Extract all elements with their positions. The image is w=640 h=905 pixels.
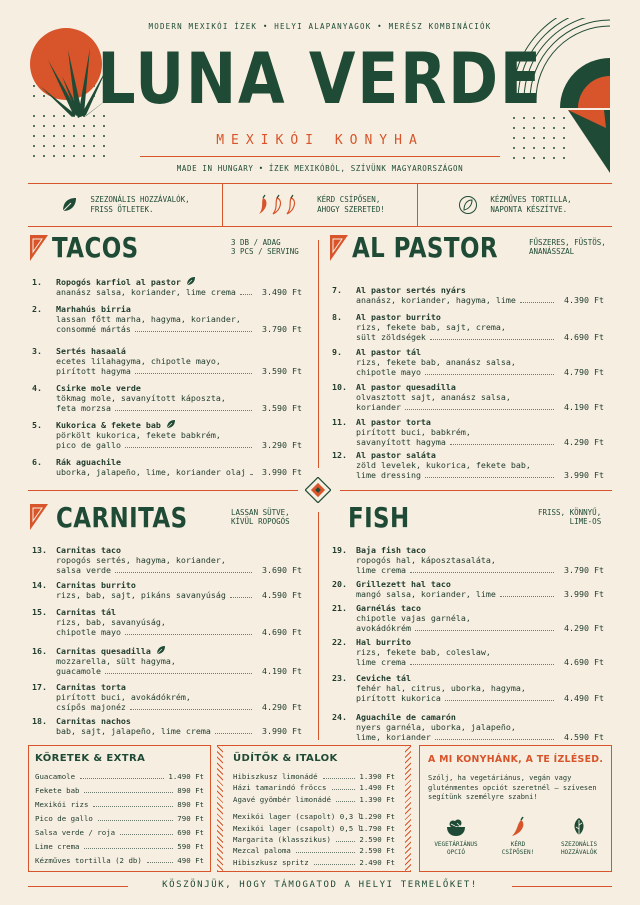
feature-line: FRISS ÖTLETEK. xyxy=(90,205,154,214)
row-name: Margarita (klasszikus) xyxy=(233,835,331,844)
item-name: Carnitas burrito xyxy=(56,580,136,590)
row-price: 2.590 Ft xyxy=(359,835,395,844)
promo-text xyxy=(428,774,597,803)
section-title-al-pastor: AL PASTOR xyxy=(352,231,498,264)
item-number: 10. xyxy=(332,382,347,392)
dot-leader xyxy=(135,331,252,332)
menu-item xyxy=(32,607,302,637)
carnitas-corner-triangle xyxy=(30,504,48,530)
menu-item xyxy=(332,673,604,703)
item-description: ananász, koriander, hagyma, lime xyxy=(356,295,516,305)
menu-item xyxy=(32,580,302,600)
leaf-icon xyxy=(568,816,590,838)
feature-line: SZEZONÁLIS HOZZÁVALÓK, xyxy=(90,195,190,204)
dot-leader xyxy=(240,294,252,295)
row-name: Salsa verde / roja xyxy=(35,828,116,837)
dot-leader xyxy=(445,700,554,701)
feature-line: KÉRD CSÍPŐSEN, xyxy=(317,195,381,204)
item-description: bab, sajt, jalapeño, lime crema xyxy=(56,726,211,736)
item-price: 3.290 Ft xyxy=(262,440,302,450)
item-number: 11. xyxy=(332,417,347,427)
row-price: 1.790 Ft xyxy=(359,823,395,833)
row-price: 690 Ft xyxy=(177,828,204,837)
section-title-fish: FISH xyxy=(348,501,410,534)
footer-thanks: KÖSZÖNJÜK, HOGY TÁMOGATOD A HELYI TERMELŐKET! xyxy=(162,880,478,890)
item-description: zöld levelek, kukorica, fekete bab, lime dressing xyxy=(356,460,531,480)
feature-line: NAPONTA KÉSZÍTVE. xyxy=(490,205,568,214)
item-price: 3.490 Ft xyxy=(262,287,302,297)
dot-leader xyxy=(98,820,174,821)
price-row xyxy=(233,824,395,834)
price-row xyxy=(35,828,204,838)
dot-leader xyxy=(430,339,554,340)
row-name: Pico de gallo xyxy=(35,814,93,823)
dot-leader xyxy=(105,673,252,674)
extras-title: KÖRETEK & EXTRA xyxy=(35,753,146,764)
row-price: 1.490 Ft xyxy=(359,783,395,793)
item-price: 4.590 Ft xyxy=(262,590,302,600)
chili-pepper-icon xyxy=(507,816,529,838)
item-number: 7. xyxy=(332,285,342,295)
item-price: 3.790 Ft xyxy=(262,324,302,334)
icon-label: KÉRD xyxy=(510,841,526,848)
promo-spicy xyxy=(490,816,546,857)
icon-label: SZEZONÁLIS xyxy=(560,841,598,848)
item-name: Baja fish taco xyxy=(356,545,426,555)
section-note-fish xyxy=(538,508,601,526)
drinks-title: ÜDÍTŐK & ITALOK xyxy=(233,753,338,764)
made-in-hungary-line: MADE IN HUNGARY • ÍZEK MEXIKÓBÓL, SZÍVÜNK MAGYARORSZÁGON xyxy=(176,164,464,173)
item-name: Al pastor tál xyxy=(356,347,421,357)
menu-item xyxy=(332,545,604,575)
item-name: Carnitas tál xyxy=(56,607,116,617)
dot-leader xyxy=(115,572,252,573)
note-line: FRISS, KÖNNYŰ, xyxy=(538,508,602,517)
dot-leader xyxy=(125,634,252,635)
row-price: 1.390 Ft xyxy=(359,794,395,804)
row-name: Házi tamarindó fröccs xyxy=(233,783,327,793)
item-name: Al pastor torta xyxy=(356,417,431,427)
item-price: 4.590 Ft xyxy=(564,732,604,742)
item-price: 3.590 Ft xyxy=(262,403,302,413)
dot-leader xyxy=(435,739,554,740)
menu-item xyxy=(332,312,604,342)
item-name: Kukorica & fekete bab xyxy=(56,420,161,430)
icon-label: CSÍPŐSEN! xyxy=(501,849,535,856)
menu-item xyxy=(332,603,604,633)
sides-extras-box xyxy=(28,745,211,872)
note-line: LASSAN SÜTVE, xyxy=(231,508,290,517)
item-name: Al pastor burrito xyxy=(356,312,441,322)
item-price: 3.690 Ft xyxy=(262,565,302,575)
item-number: 18. xyxy=(32,716,47,726)
item-description: mozzarella, sült hagyma, guacamole xyxy=(56,656,176,676)
item-name: Grillezett hal taco xyxy=(356,579,451,589)
menu-item xyxy=(32,682,302,712)
note-line: ANANÁSSZAL xyxy=(529,247,575,256)
dot-leader xyxy=(147,862,173,863)
dot-leader xyxy=(336,801,355,802)
item-description: tökmag mole, savanyított káposzta, feta morzsa xyxy=(56,393,226,413)
dot-leader xyxy=(84,792,173,793)
item-price: 3.990 Ft xyxy=(564,589,604,599)
menu-item xyxy=(32,545,302,575)
dot-leader xyxy=(500,596,554,597)
item-price: 3.990 Ft xyxy=(262,726,302,736)
icon-label: OPCIÓ xyxy=(446,849,466,856)
item-name: Ropogós karfiol al pastor xyxy=(56,277,181,287)
dot-leader xyxy=(450,444,554,445)
price-row xyxy=(233,846,395,856)
tagline: MODERN MEXIKÓI ÍZEK • HELYI ALAPANYAGOK • MERÉSZ KOMBINÁCIÓK xyxy=(148,22,492,31)
item-price: 4.290 Ft xyxy=(564,437,604,447)
price-row xyxy=(35,786,204,796)
item-name: Sertés hasaalá xyxy=(56,346,126,356)
feature-line: KÉZMŰVES TORTILLA, xyxy=(490,195,572,204)
item-name: Al pastor quesadilla xyxy=(356,382,456,392)
note-line: FŰSZERES, FÜSTÖS, xyxy=(529,238,606,247)
menu-item xyxy=(32,646,302,676)
drinks-box xyxy=(217,745,411,872)
item-name: Carnitas nachos xyxy=(56,716,131,726)
vegetarian-leaf-icon xyxy=(156,645,166,655)
dot-leader xyxy=(314,864,356,865)
dot-leader xyxy=(215,733,252,734)
item-description: ananász salsa, koriander, lime crema xyxy=(56,287,236,297)
item-number: 12. xyxy=(332,450,347,460)
item-name: Marhahús birria xyxy=(56,304,131,314)
menu-item xyxy=(332,382,604,412)
icon-label: HOZZÁVALÓK xyxy=(560,849,598,856)
section-note-al-pastor xyxy=(529,238,606,256)
dot-leader xyxy=(323,778,356,779)
item-name: Al pastor saláta xyxy=(356,450,436,460)
item-name: Csirke mole verde xyxy=(56,383,141,393)
item-name: Carnitas quesadilla xyxy=(56,646,151,656)
item-name: Rák aguachile xyxy=(56,457,121,467)
al-pastor-corner-triangle xyxy=(330,235,348,261)
item-description: mangó salsa, koriander, lime xyxy=(356,589,496,599)
price-row xyxy=(35,842,204,852)
item-description: chipotle vajas garnéla, avokádókrém xyxy=(356,613,471,633)
price-row xyxy=(35,772,204,782)
promo-line: gluténmentes opciót szeretnél – szívesen xyxy=(428,783,597,792)
item-number: 24. xyxy=(332,712,347,722)
item-price: 3.590 Ft xyxy=(262,366,302,376)
row-price: 2.490 Ft xyxy=(359,857,395,867)
item-number: 22. xyxy=(332,637,347,647)
item-description: pirított buci, babkrém, savanyított hagyma xyxy=(356,427,471,447)
restaurant-subtitle: MEXIKÓI KONYHA xyxy=(216,133,424,148)
row-name: Mexikói rizs xyxy=(35,800,89,809)
promo-title: A MI KONYHÁNK, A TE ÍZLÉSED. xyxy=(428,754,604,765)
vegetarian-leaf-icon xyxy=(186,276,196,286)
item-description: nyers garnéla, uborka, jalapeño, lime, koriander xyxy=(356,722,516,742)
price-row xyxy=(35,800,204,810)
item-name: Carnitas torta xyxy=(56,682,126,692)
item-price: 3.990 Ft xyxy=(262,467,302,477)
dot-leader xyxy=(80,778,165,779)
item-name: Al pastor sertés nyárs xyxy=(356,285,466,295)
menu-item xyxy=(332,285,604,305)
menu-item xyxy=(32,304,302,334)
item-description: olvasztott sajt, ananász salsa, koriander xyxy=(356,392,511,412)
dot-leader xyxy=(332,789,356,790)
feature-spicy xyxy=(222,184,417,226)
item-description: rizs, fekete bab, coleslaw, lime crema xyxy=(356,647,491,667)
row-price: 1.290 Ft xyxy=(359,812,395,822)
note-line: 3 DB / ADAG xyxy=(231,238,281,247)
dot-leader xyxy=(125,447,252,448)
item-name: Ceviche tál xyxy=(356,673,411,683)
dot-leader xyxy=(410,664,554,665)
price-row xyxy=(233,858,395,868)
item-description: ecetes lilahagyma, chipotle mayo, pirított hagyma xyxy=(56,356,221,376)
vegetarian-leaf-icon xyxy=(166,419,176,429)
feature-seasonal xyxy=(28,184,222,226)
note-line: KÍVÜL ROPOGÓS xyxy=(231,517,290,526)
section-title-tacos: TACOS xyxy=(52,231,139,264)
item-description: lassan főtt marha, hagyma, koriander, consommé mártás xyxy=(56,314,241,334)
feature-line: AHOGY SZERETED! xyxy=(317,205,385,214)
dot-leader xyxy=(336,841,355,842)
zigzag-border-right xyxy=(405,746,411,871)
feature-strip xyxy=(28,183,612,227)
menu-item xyxy=(32,716,302,736)
feature-tortilla xyxy=(417,184,612,226)
dot-leader xyxy=(425,477,554,478)
note-line: LIME-OS xyxy=(569,517,602,526)
item-number: 9. xyxy=(332,347,342,357)
price-row xyxy=(233,772,395,782)
item-price: 4.190 Ft xyxy=(262,666,302,676)
dot-leader xyxy=(135,373,252,374)
item-description: ropogós sertés, hagyma, koriander, salsa verde xyxy=(56,555,226,575)
dot-leader xyxy=(120,834,173,835)
menu-item xyxy=(332,347,604,377)
dot-leader xyxy=(84,848,173,849)
menu-item xyxy=(332,637,604,667)
section-note-tacos xyxy=(231,238,299,256)
row-price: 890 Ft xyxy=(177,800,204,809)
menu-item xyxy=(332,712,604,742)
item-name: Carnitas taco xyxy=(56,545,121,555)
row-name: Kézműves tortilla (2 db) xyxy=(35,856,142,865)
item-price: 4.690 Ft xyxy=(564,657,604,667)
row-divider xyxy=(340,490,612,491)
dot-leader xyxy=(296,852,356,853)
note-line: 3 PCS / SERVING xyxy=(231,247,299,256)
price-row xyxy=(233,795,395,805)
item-number: 1. xyxy=(32,277,42,287)
item-description: ropogós hal, káposztasaláta, lime crema xyxy=(356,555,496,575)
item-number: 20. xyxy=(332,579,347,589)
menu-item xyxy=(32,420,302,450)
item-name: Hal burrito xyxy=(356,637,411,647)
promo-line: Szólj, ha vegetáriánus, vegán vagy xyxy=(428,774,572,782)
price-row xyxy=(233,812,395,822)
tortilla-leaf-icon xyxy=(458,195,478,215)
price-row xyxy=(35,856,204,866)
item-number: 19. xyxy=(332,545,347,555)
section-note-carnitas xyxy=(231,508,290,526)
item-price: 4.190 Ft xyxy=(564,402,604,412)
item-description: rizs, bab, savanyúság, chipotle mayo xyxy=(56,617,166,637)
item-number: 4. xyxy=(32,383,42,393)
item-description: pirított buci, avokádókrém, csípős majonéz xyxy=(56,692,191,712)
row-name: Guacamole xyxy=(35,772,76,781)
zigzag-border-left xyxy=(217,746,223,871)
tacos-corner-triangle xyxy=(30,235,48,261)
row-name: Mexikói lager (csapolt) 0,5 l xyxy=(233,823,363,833)
row-name: Hibiszkusz limonádé xyxy=(233,772,318,781)
item-number: 15. xyxy=(32,607,47,617)
item-number: 8. xyxy=(332,312,342,322)
promo-vegetarian xyxy=(428,816,484,857)
dot-leader xyxy=(130,709,252,710)
promo-box xyxy=(419,745,612,872)
promo-line: segítünk személyre szabni! xyxy=(428,793,538,801)
dot-leader xyxy=(93,806,173,807)
row-name: Fekete bab xyxy=(35,786,80,795)
item-price: 3.790 Ft xyxy=(564,565,604,575)
row-name: Mezcal paloma xyxy=(233,846,291,856)
row-divider xyxy=(28,490,298,491)
item-number: 5. xyxy=(32,420,42,430)
item-description: rizs, fekete bab, sajt, crema, sült zöldségek xyxy=(356,322,506,342)
item-name: Garnélás taco xyxy=(356,603,421,613)
item-name: Aguachile de camarón xyxy=(356,712,456,722)
item-description: fehér hal, citrus, uborka, hagyma, pirított kukorica xyxy=(356,683,526,703)
row-price: 1.390 Ft xyxy=(359,772,395,781)
item-price: 4.490 Ft xyxy=(564,693,604,703)
dot-leader xyxy=(415,630,554,631)
row-name: Mexikói lager (csapolt) 0,3 l xyxy=(233,812,363,822)
row-price: 790 Ft xyxy=(177,814,204,823)
dot-leader xyxy=(405,409,554,410)
item-number: 3. xyxy=(32,346,42,356)
column-divider xyxy=(318,240,319,468)
row-price: 890 Ft xyxy=(177,786,204,795)
menu-item xyxy=(32,457,302,477)
row-name: Lime crema xyxy=(35,842,80,851)
menu-item xyxy=(32,277,302,297)
row-price: 590 Ft xyxy=(177,842,204,851)
icon-label: VEGETÁRIÁNUS xyxy=(434,841,478,848)
item-description: pörkölt kukorica, fekete babkrém, pico de gallo xyxy=(56,430,221,450)
dot-leader xyxy=(230,597,252,598)
item-number: 6. xyxy=(32,457,42,467)
item-number: 14. xyxy=(32,580,47,590)
menu-item xyxy=(32,346,302,376)
row-name: Hibiszkusz spritz xyxy=(233,857,309,867)
item-number: 13. xyxy=(32,545,47,555)
dot-leader xyxy=(520,302,554,303)
item-number: 17. xyxy=(32,682,47,692)
item-price: 4.790 Ft xyxy=(564,367,604,377)
salad-bowl-icon xyxy=(445,816,467,838)
menu-item xyxy=(332,417,604,447)
row-price: 490 Ft xyxy=(177,856,204,865)
item-number: 23. xyxy=(332,673,347,683)
item-price: 3.990 Ft xyxy=(564,470,604,480)
menu-item xyxy=(332,579,604,599)
dot-leader xyxy=(250,474,252,475)
item-number: 16. xyxy=(32,646,47,656)
menu-item xyxy=(332,450,604,480)
item-price: 4.290 Ft xyxy=(564,623,604,633)
row-name: Agavé gyömbér limonádé xyxy=(233,794,331,804)
dot-leader xyxy=(410,572,554,573)
item-number: 2. xyxy=(32,304,42,314)
leaf-icon xyxy=(60,196,78,214)
price-row xyxy=(233,783,395,793)
item-price: 4.290 Ft xyxy=(262,702,302,712)
dot-leader xyxy=(425,374,554,375)
promo-seasonal xyxy=(550,816,608,857)
chili-peppers-icon xyxy=(255,194,305,216)
item-description: rizs, fekete bab, ananász salsa, chipotle mayo xyxy=(356,357,516,377)
item-description: uborka, jalapeño, lime, koriander olaj xyxy=(56,467,246,477)
item-price: 4.390 Ft xyxy=(564,295,604,305)
dot-leader xyxy=(115,410,252,411)
item-number: 21. xyxy=(332,603,347,613)
row-price: 1.490 Ft xyxy=(168,772,204,781)
price-row xyxy=(233,835,395,845)
row-price: 2.590 Ft xyxy=(359,846,395,856)
restaurant-title: LUNA VERDE xyxy=(97,38,543,120)
subtitle-rule xyxy=(140,156,500,157)
item-price: 4.690 Ft xyxy=(262,627,302,637)
item-price: 4.690 Ft xyxy=(564,332,604,342)
diamond-ornament xyxy=(305,477,331,503)
item-description: rizs, bab, sajt, pikáns savanyúság xyxy=(56,590,226,600)
column-divider xyxy=(318,512,319,740)
menu-item xyxy=(32,383,302,413)
section-title-carnitas: CARNITAS xyxy=(56,501,188,534)
price-row xyxy=(35,814,204,824)
